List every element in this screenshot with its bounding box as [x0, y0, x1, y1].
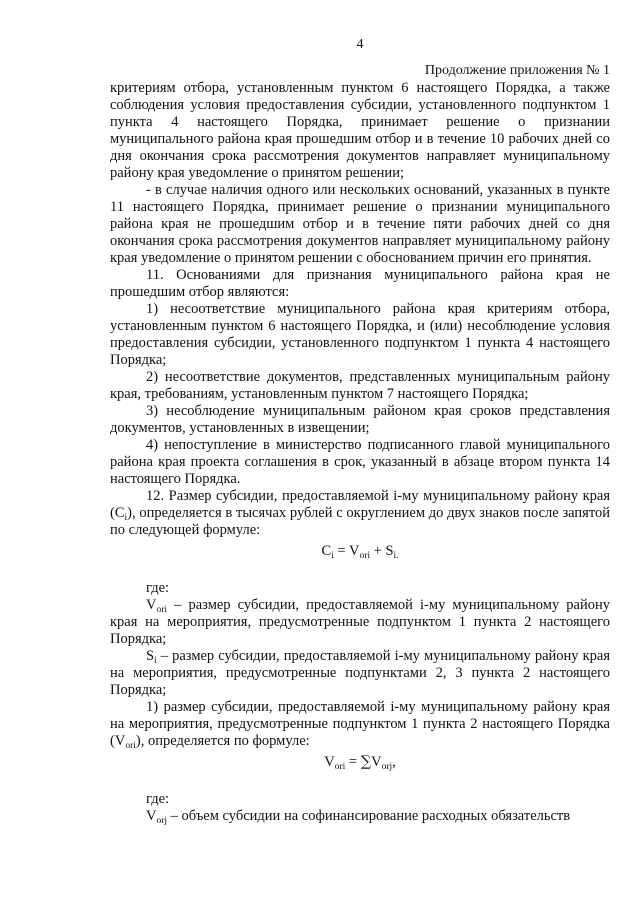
- subscript: ori: [125, 741, 136, 751]
- formula-symbol: V: [348, 543, 360, 559]
- subscript: orj: [381, 762, 393, 772]
- paragraph-item-11: 11. Основаниями для признания муниципального района края не прошедшим отбор являются:: [110, 267, 610, 300]
- subscript: ori: [359, 551, 370, 561]
- formula-operator: =: [345, 754, 361, 770]
- formula-symbol: S: [385, 543, 394, 559]
- subscript: i: [393, 551, 397, 561]
- list-item: 1) несоответствие муниципального района края критериям отбора, установленным пунктом 6 настоящего Порядка, и (или) несоблюдение условия предоставления субсидии, установленного подпунктом 1 пункта 4 настоящего Порядка;: [110, 301, 610, 368]
- list-item: 4) непоступление в министерство подписанного главой муниципального района края проекта соглашения в срок, указанный в абзаце втором пункта 14 настоящего Порядка.: [110, 437, 610, 487]
- formula-vori: [110, 750, 610, 791]
- formula-punctuation: ,: [392, 754, 396, 770]
- formula-symbol: V: [146, 597, 157, 613]
- where-label: где:: [146, 580, 170, 596]
- formula-symbol: V: [371, 754, 382, 770]
- formula-symbol: S: [146, 648, 155, 664]
- text-run: 1) размер субсидии, предоставляемой i-му муниципальному району края на мероприятия, предусмотренные подпунктом 1 пункта 2 настоящего Порядка (V: [110, 699, 610, 749]
- text-run: – размер субсидии, предоставляемой i-му муниципальному району края на мероприятия, предусмотренные подпунктами 2, 3 пункта 2 настоящего Порядка;: [110, 648, 610, 698]
- definition-vori: [110, 597, 610, 648]
- definition-si: [110, 648, 610, 699]
- document-page: [110, 0, 610, 905]
- text-run: – размер субсидии, предоставляемой i-му муниципальному району края на мероприятия, предусмотренные подпунктом 1 пункта 2 настоящего Порядка;: [110, 597, 610, 647]
- paragraph: критериям отбора, установленным пунктом 6 настоящего Порядка, а также соблюдения условия предоставления субсидии, установленного подпунктом 1 пункта 4 настоящего Порядка, принимает решение о признании муниципального района края прошедшим отбор и в течение 10 рабочих дней со дня окончания срока рассмотрения документов направляет муниципальному району края уведомление о принятом решении;: [110, 80, 610, 181]
- text-run: ), определяется в тысячах рублей с округлением до двух знаков после запятой по следующей формуле:: [110, 505, 610, 538]
- formula-ci: [110, 539, 610, 580]
- list-item: 3) несоблюдение муниципальным районом края сроков представления документов, установленных в извещении;: [110, 403, 610, 436]
- formula-operator: =: [333, 543, 349, 559]
- subscript: ori: [334, 762, 346, 772]
- subscript: ori: [156, 605, 168, 615]
- formula-punctuation: .: [396, 551, 399, 561]
- appendix-continuation-label: Продолжение приложения № 1: [424, 63, 610, 78]
- text-run: ), определяется по формуле:: [135, 733, 310, 749]
- subscript: orj: [156, 816, 168, 826]
- subscript: i: [331, 551, 334, 561]
- paragraph-bullet: - в случае наличия одного или нескольких оснований, указанных в пункте 11 настоящего Порядка, принимает решение о признании муниципального района края не прошедшим отбор и в течение пяти рабочих дней со дня окончания срока рассмотрения документов направляет муниципальному району края уведомление о принятом решении с обоснованием причин его принятия.: [110, 182, 610, 266]
- page-number: 4: [356, 37, 364, 52]
- sum-symbol: ∑: [360, 754, 372, 770]
- formula-symbol: C: [321, 543, 332, 559]
- formula-symbol: V: [146, 808, 157, 824]
- subscript: i: [154, 656, 157, 666]
- subscript: i: [124, 513, 128, 523]
- text-run: – объем субсидии на софинансирование расходных обязательств: [167, 808, 571, 824]
- definition-vorj: [110, 808, 610, 825]
- text-run: 12. Размер субсидии, предоставляемой i-му муниципальному району края (C: [110, 488, 610, 521]
- list-item: [110, 699, 610, 750]
- where-label: где:: [146, 791, 170, 807]
- list-item: 2) несоответствие документов, представленных муниципальным району края, требованиям, установленным пунктом 7 настоящего Порядка;: [110, 369, 610, 402]
- formula-operator: +: [370, 543, 386, 559]
- paragraph-item-12: [110, 488, 610, 539]
- formula-symbol: V: [324, 754, 335, 770]
- document-body: [110, 80, 610, 825]
